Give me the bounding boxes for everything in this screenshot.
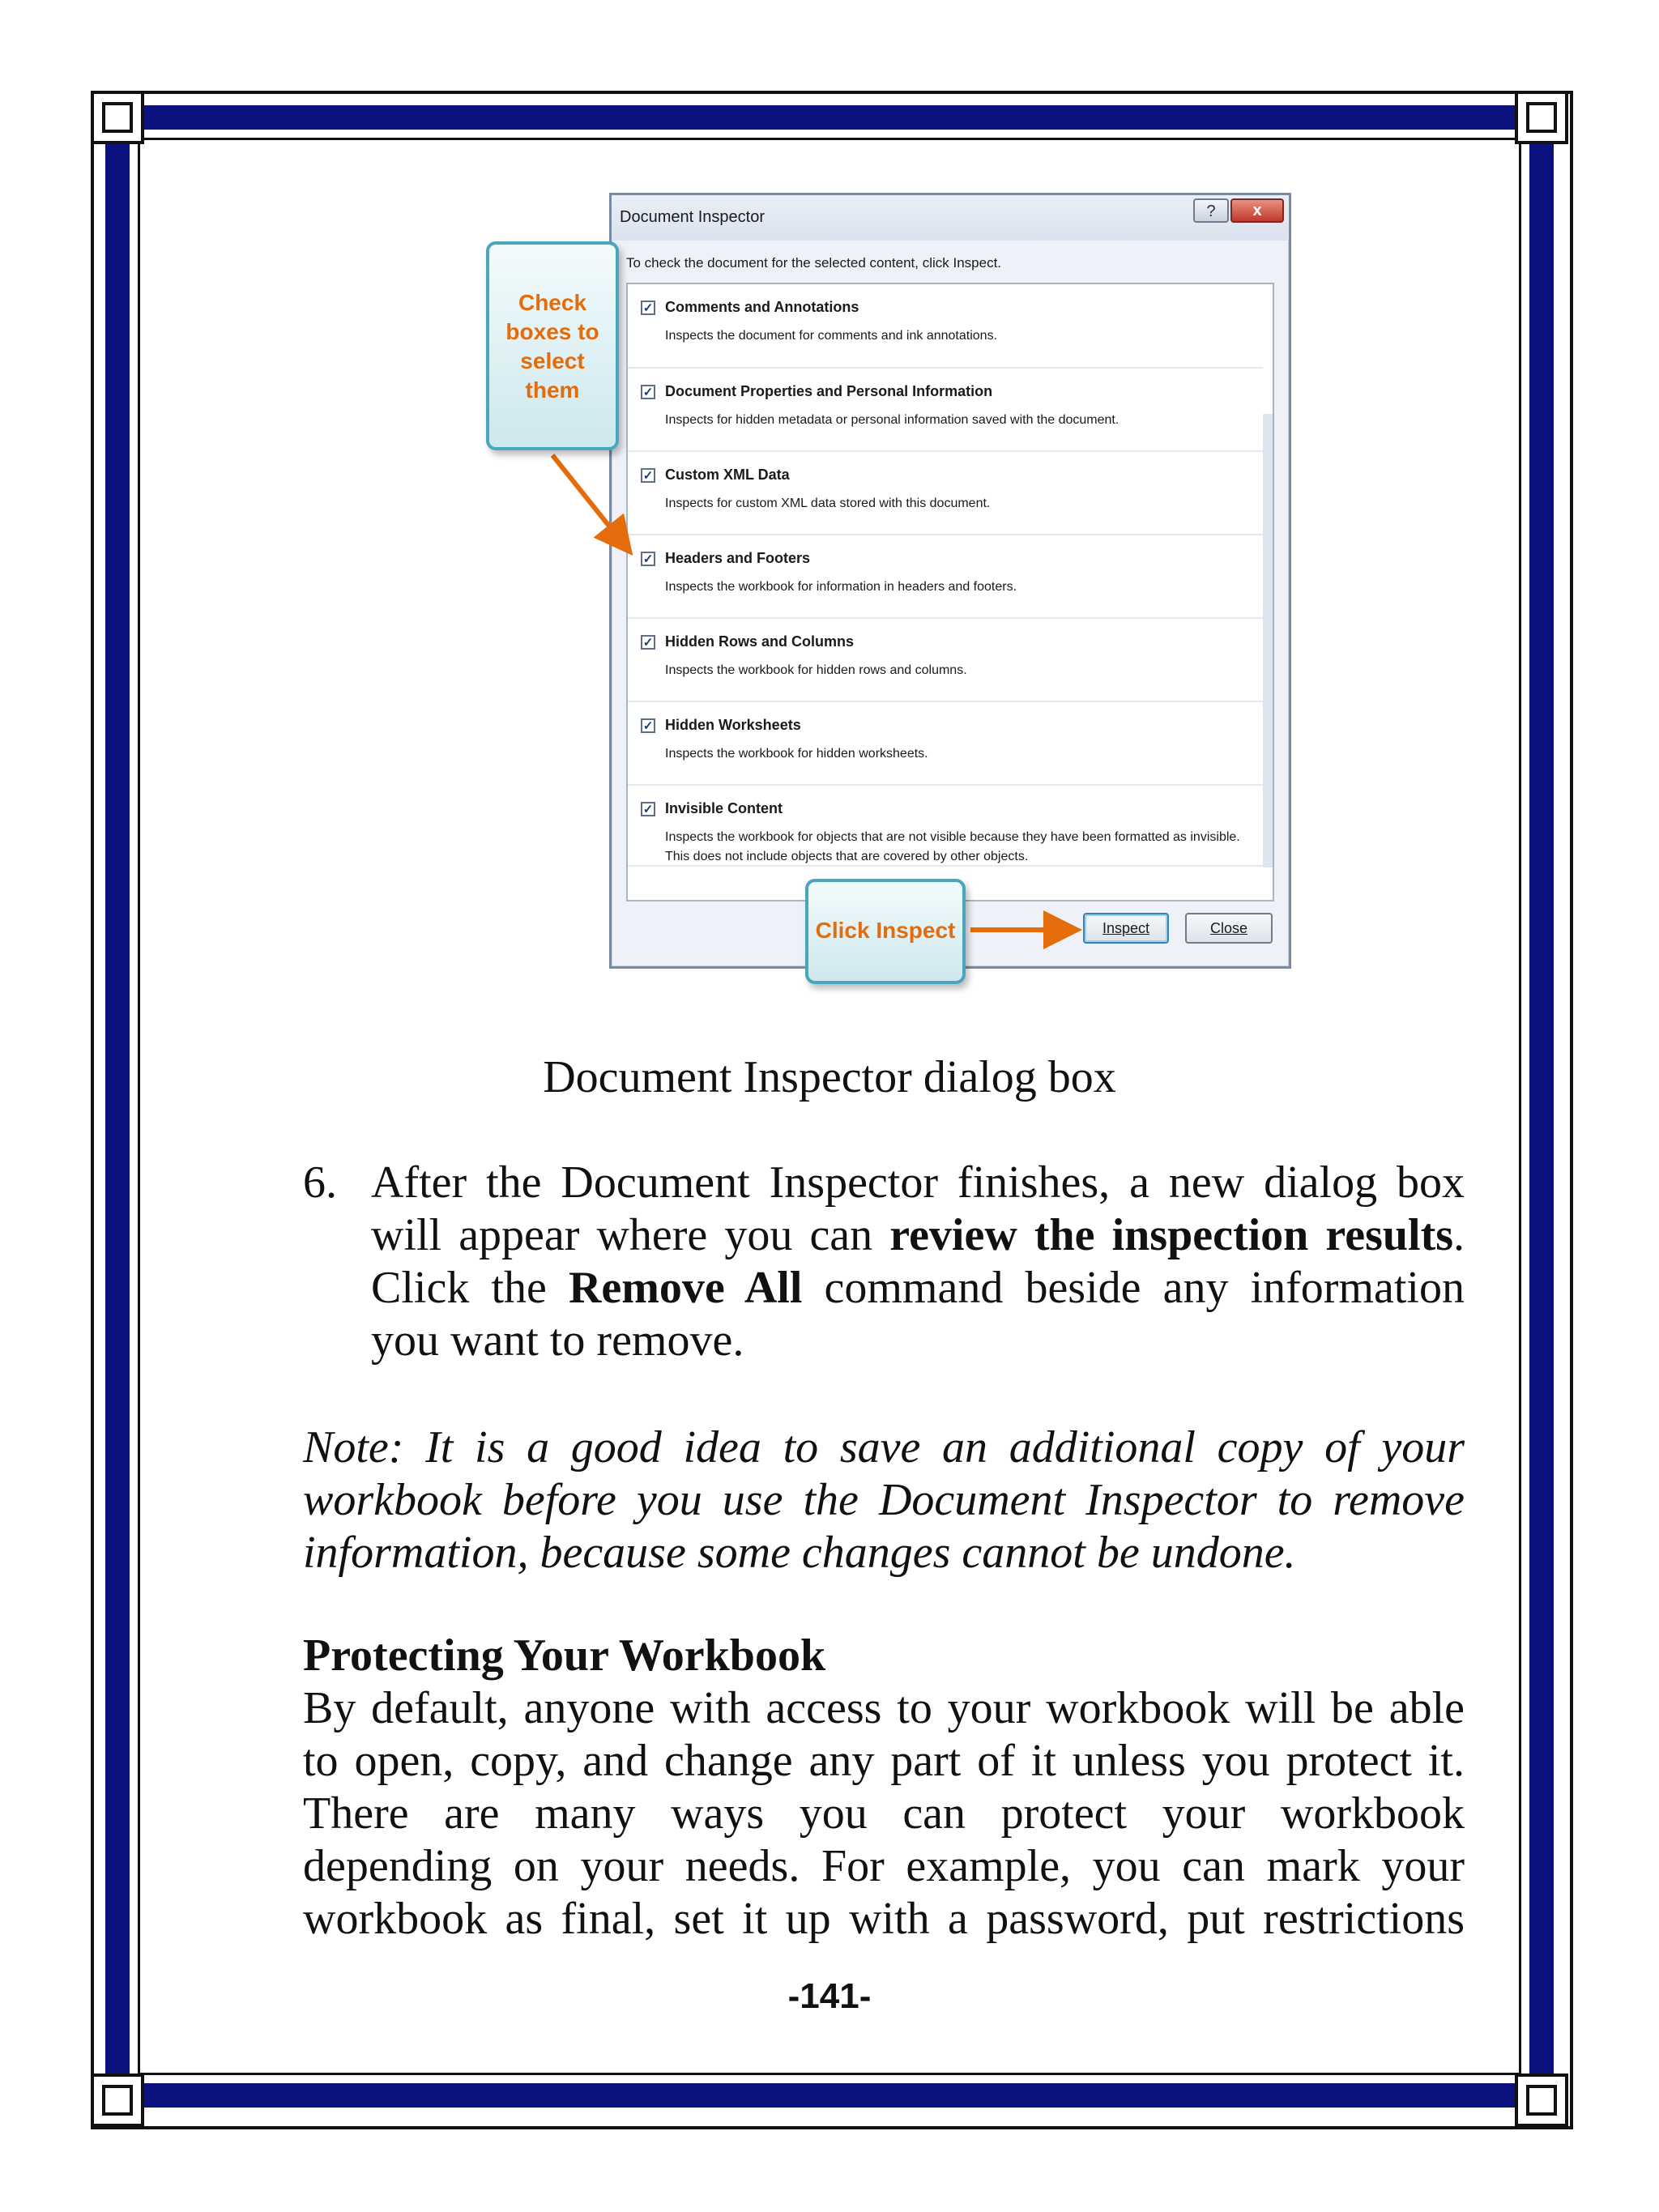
callout-line: boxes to <box>505 319 599 344</box>
item-title: Invisible Content <box>665 800 783 816</box>
step-text <box>371 1157 1465 1367</box>
checkbox[interactable]: ✓ <box>641 300 655 315</box>
step-bold-remove-all: Remove All <box>568 1263 803 1313</box>
page-number: -141- <box>787 1976 872 2016</box>
item-title: Custom XML Data <box>665 467 790 483</box>
item-description: Inspects for custom XML data stored with this document. <box>665 497 991 510</box>
checkbox[interactable]: ✓ <box>641 552 655 566</box>
callout-line: Check <box>518 290 587 315</box>
item-description: Inspects the workbook for hidden rows and columns. <box>665 663 967 677</box>
checkbox[interactable]: ✓ <box>641 718 655 733</box>
figure-caption: Document Inspector dialog box <box>543 1052 1116 1102</box>
item-title: Headers and Footers <box>665 550 811 566</box>
arrow-to-checkbox <box>552 455 624 544</box>
callout-click-inspect: Click Inspect <box>805 879 966 984</box>
checkbox[interactable]: ✓ <box>641 635 655 650</box>
section-paragraph: By default, anyone with access to your workbook will be able to open, copy, and change any part of it unless you protect it. There are many ways you can protect your workbook depending on your needs. For example, you can mark your workbook as final, set it up with a password, put restrictions <box>303 1683 1465 1944</box>
step-text-part: After the Document Inspector finishes, a new dialog box will appear where you can <box>371 1157 1465 1260</box>
callout-check-boxes <box>486 241 619 450</box>
callout-line: them <box>525 377 580 403</box>
step-text-part: command beside any information you want to remove. <box>371 1263 1465 1366</box>
note-paragraph: Note: It is a good idea to save an additional copy of your workbook before you use the Document Inspector to remove information, because some changes cannot be undone. <box>303 1422 1465 1578</box>
item-description: Inspects the workbook for hidden worksheets. <box>665 747 928 761</box>
checkbox[interactable]: ✓ <box>641 468 655 483</box>
item-description: Inspects the workbook for information in headers and footers. <box>665 580 1017 594</box>
close-button[interactable]: Close <box>1185 913 1273 944</box>
section-heading: Protecting Your Workbook <box>303 1630 826 1681</box>
step-text-part: . Click the <box>371 1210 1465 1313</box>
item-title: Hidden Rows and Columns <box>665 633 855 650</box>
item-title: Hidden Worksheets <box>665 717 801 733</box>
callout-line: select <box>520 348 585 373</box>
item-description: Inspects for hidden metadata or personal information saved with the document. <box>665 413 1120 427</box>
step-number: 6. <box>303 1157 337 1208</box>
dialog-title: Document Inspector <box>620 208 765 226</box>
checkbox[interactable]: ✓ <box>641 802 655 816</box>
checkbox[interactable]: ✓ <box>641 385 655 399</box>
help-button[interactable]: ? <box>1193 198 1229 223</box>
item-description: Inspects the document for comments and ink annotations. <box>665 329 998 343</box>
inspect-button[interactable]: Inspect <box>1083 913 1169 944</box>
step-bold-review-results: review the inspection results <box>889 1210 1454 1260</box>
item-title: Document Properties and Personal Information <box>665 383 993 399</box>
item-title: Comments and Annotations <box>665 299 859 315</box>
close-window-button[interactable]: x <box>1230 198 1284 223</box>
dialog-instruction: To check the document for the selected content, click Inspect. <box>626 255 1002 271</box>
item-description: Inspects the workbook for objects that are not visible because they have been formatted as invisible. This does not include objects that are covered by other objects. <box>665 830 1240 863</box>
